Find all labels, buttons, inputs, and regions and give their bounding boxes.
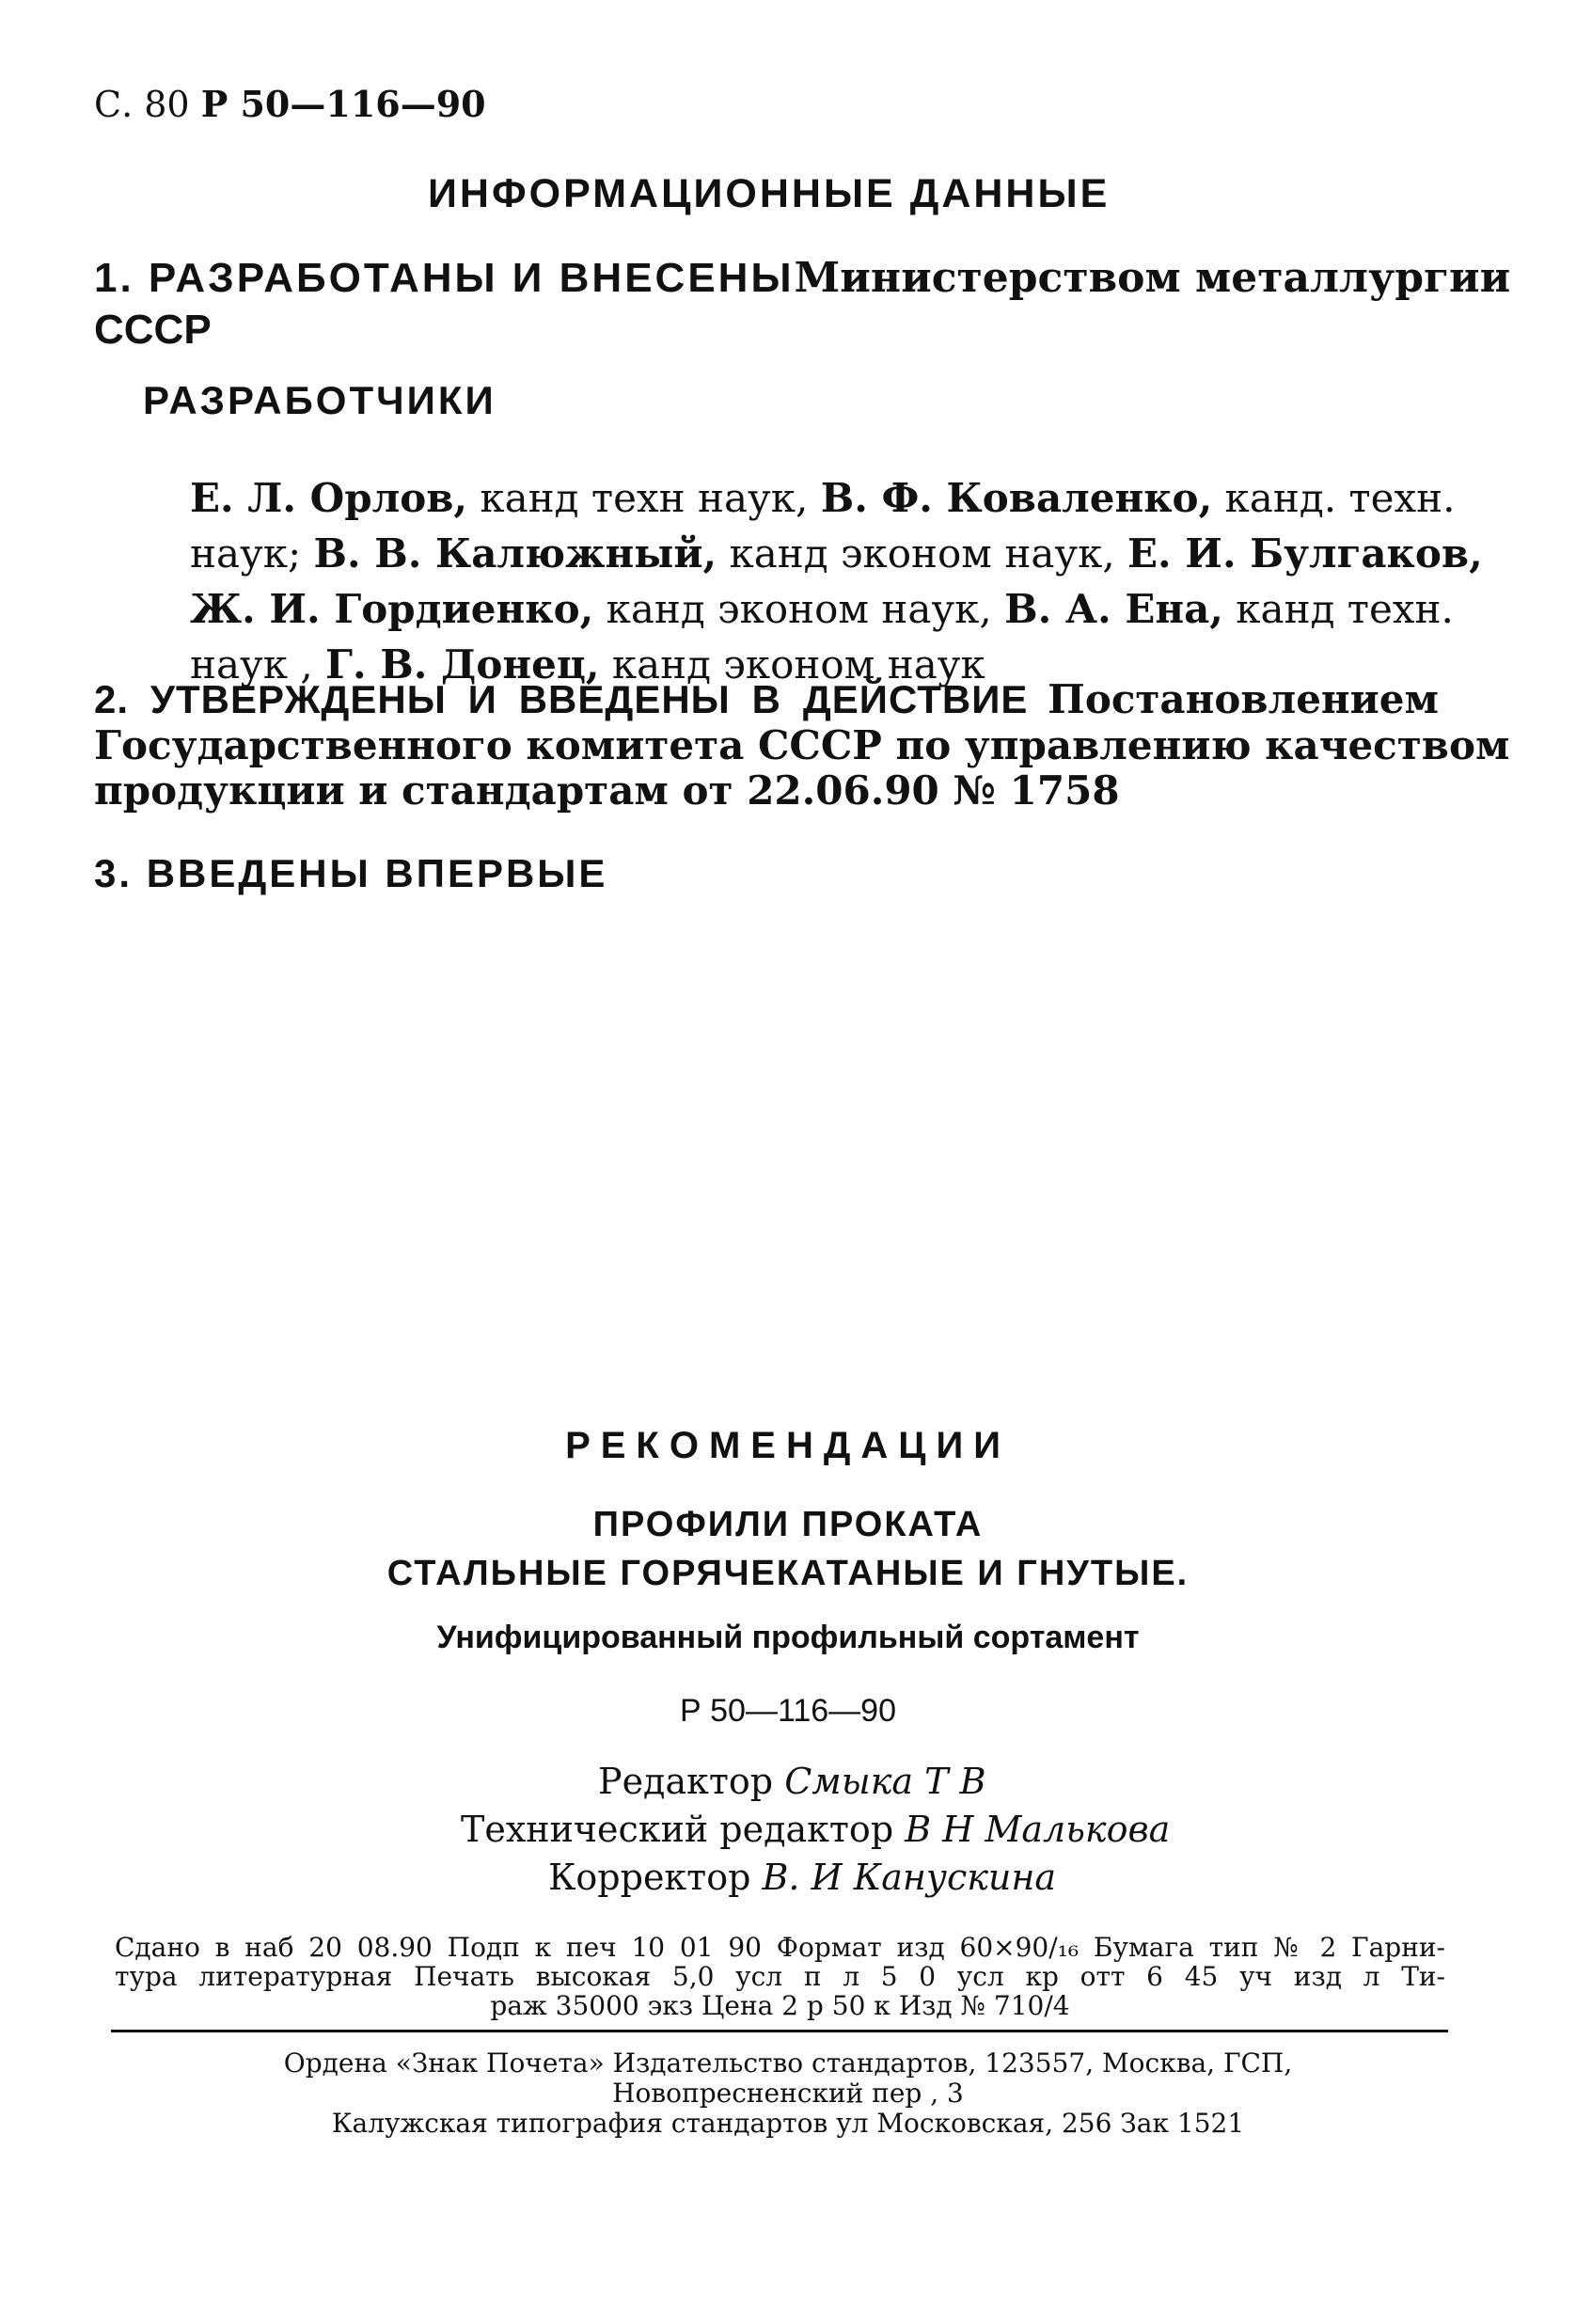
author-degree: наук ,: [190, 641, 326, 688]
section-3-heading: 3. ВВЕДЕНЫ ВПЕРВЫЕ: [94, 851, 608, 895]
author-degree: канд эконом наук: [599, 641, 985, 688]
developers-list: [190, 470, 1483, 692]
editor-label: Редактор: [598, 1761, 774, 1802]
publication-code: Р 50—116—90: [680, 1693, 896, 1729]
developers-line: [190, 581, 1454, 637]
tech-editor-credit: [461, 1809, 1170, 1850]
author-name: В. Ф. Коваленко,: [820, 475, 1213, 521]
section-2-text-line: продукции и стандартам от 22.06.90 № 1758: [94, 767, 1120, 814]
author-degree: наук;: [190, 530, 314, 577]
author-degree: канд. техн.: [1212, 475, 1456, 521]
editor-name: Смыка Т В: [784, 1761, 986, 1802]
section-1-text: Министерством металлургии: [794, 254, 1511, 302]
print-imprint: [115, 1933, 1445, 2020]
author-name: В. А. Ена,: [1004, 586, 1223, 632]
section-2-text: Постановлением: [1048, 676, 1440, 722]
page-number: С. 80: [94, 84, 190, 125]
author-degree: канд техн наук,: [467, 475, 821, 521]
editor-credit: [598, 1761, 986, 1802]
author-degree: канд эконом наук,: [593, 586, 1005, 632]
section-1-text-continued: СССР: [94, 307, 212, 353]
author-degree: канд техн.: [1222, 586, 1454, 632]
section-1: [94, 252, 1511, 356]
developers-heading: РАЗРАБОТЧИКИ: [143, 378, 496, 422]
imprint-line: раж 35000 экз Цена 2 р 50 к Изд № 710/4: [490, 1990, 1070, 2021]
section-2: [94, 676, 1510, 814]
publisher-line: Ордена «Знак Почета» Издательство стандартов, 123557, Москва, ГСП,: [283, 2047, 1293, 2079]
imprint-line: тура литературная Печать высокая 5,0 усл п л 5 0 усл кр отт 6 45 уч изд л Ти-: [115, 1961, 1445, 1992]
corrector-name: В. И Канускина: [762, 1857, 1057, 1898]
author-degree: канд эконом наук,: [717, 530, 1128, 577]
publication-title: [0, 1500, 1576, 1598]
publication-title-line: СТАЛЬНЫЕ ГОРЯЧЕКАТАНЫЕ И ГНУТЫЕ.: [386, 1554, 1190, 1593]
developers-line: [190, 526, 1483, 581]
tech-editor-name: В Н Малькова: [905, 1809, 1171, 1850]
publication-subtitle: Унифицированный профильный сортамент: [436, 1620, 1140, 1655]
divider-rule: [111, 2030, 1448, 2032]
page-header: [94, 83, 486, 125]
page-title: ИНФОРМАЦИОННЫЕ ДАННЫЕ: [428, 171, 1111, 216]
recommendations-heading: РЕКОМЕНДАЦИИ: [565, 1425, 1011, 1466]
author-name: Е. Л. Орлов,: [190, 475, 468, 521]
author-name: В. В. Калюжный,: [313, 530, 717, 577]
section-2-heading: 2. УТВЕРЖДЕНЫ И ВВЕДЕНЫ В ДЕЙСТВИЕ: [94, 677, 1029, 721]
publication-title-line: ПРОФИЛИ ПРОКАТА: [592, 1505, 984, 1544]
corrector-label: Корректор: [548, 1857, 751, 1898]
imprint-line: Сдано в наб 20 08.90 Подп к печ 10 01 90 Формат изд 60×90/₁₆ Бумага тип № 2 Гарни-: [115, 1932, 1445, 1963]
tech-editor-label: Технический редактор: [461, 1809, 894, 1850]
corrector-credit: [548, 1857, 1056, 1898]
document-code: Р 50—116—90: [200, 83, 486, 125]
publisher-line: Новопресненский пер , 3: [612, 2078, 964, 2109]
section-2-text-line: Государственного комитета СССР по управлению качеством: [94, 722, 1510, 768]
author-name: Г. В. Донец,: [325, 641, 600, 688]
publisher-line: Калужская типография стандартов ул Московская, 256 Зак 1521: [331, 2108, 1245, 2139]
developers-line: [190, 470, 1456, 526]
author-name: Е. И. Булгаков,: [1127, 530, 1483, 577]
author-name: Ж. И. Гордиенко,: [190, 586, 594, 632]
publisher-info: [0, 2048, 1576, 2139]
section-1-heading: 1. РАЗРАБОТАНЫ И ВНЕСЕНЫ: [94, 255, 795, 301]
